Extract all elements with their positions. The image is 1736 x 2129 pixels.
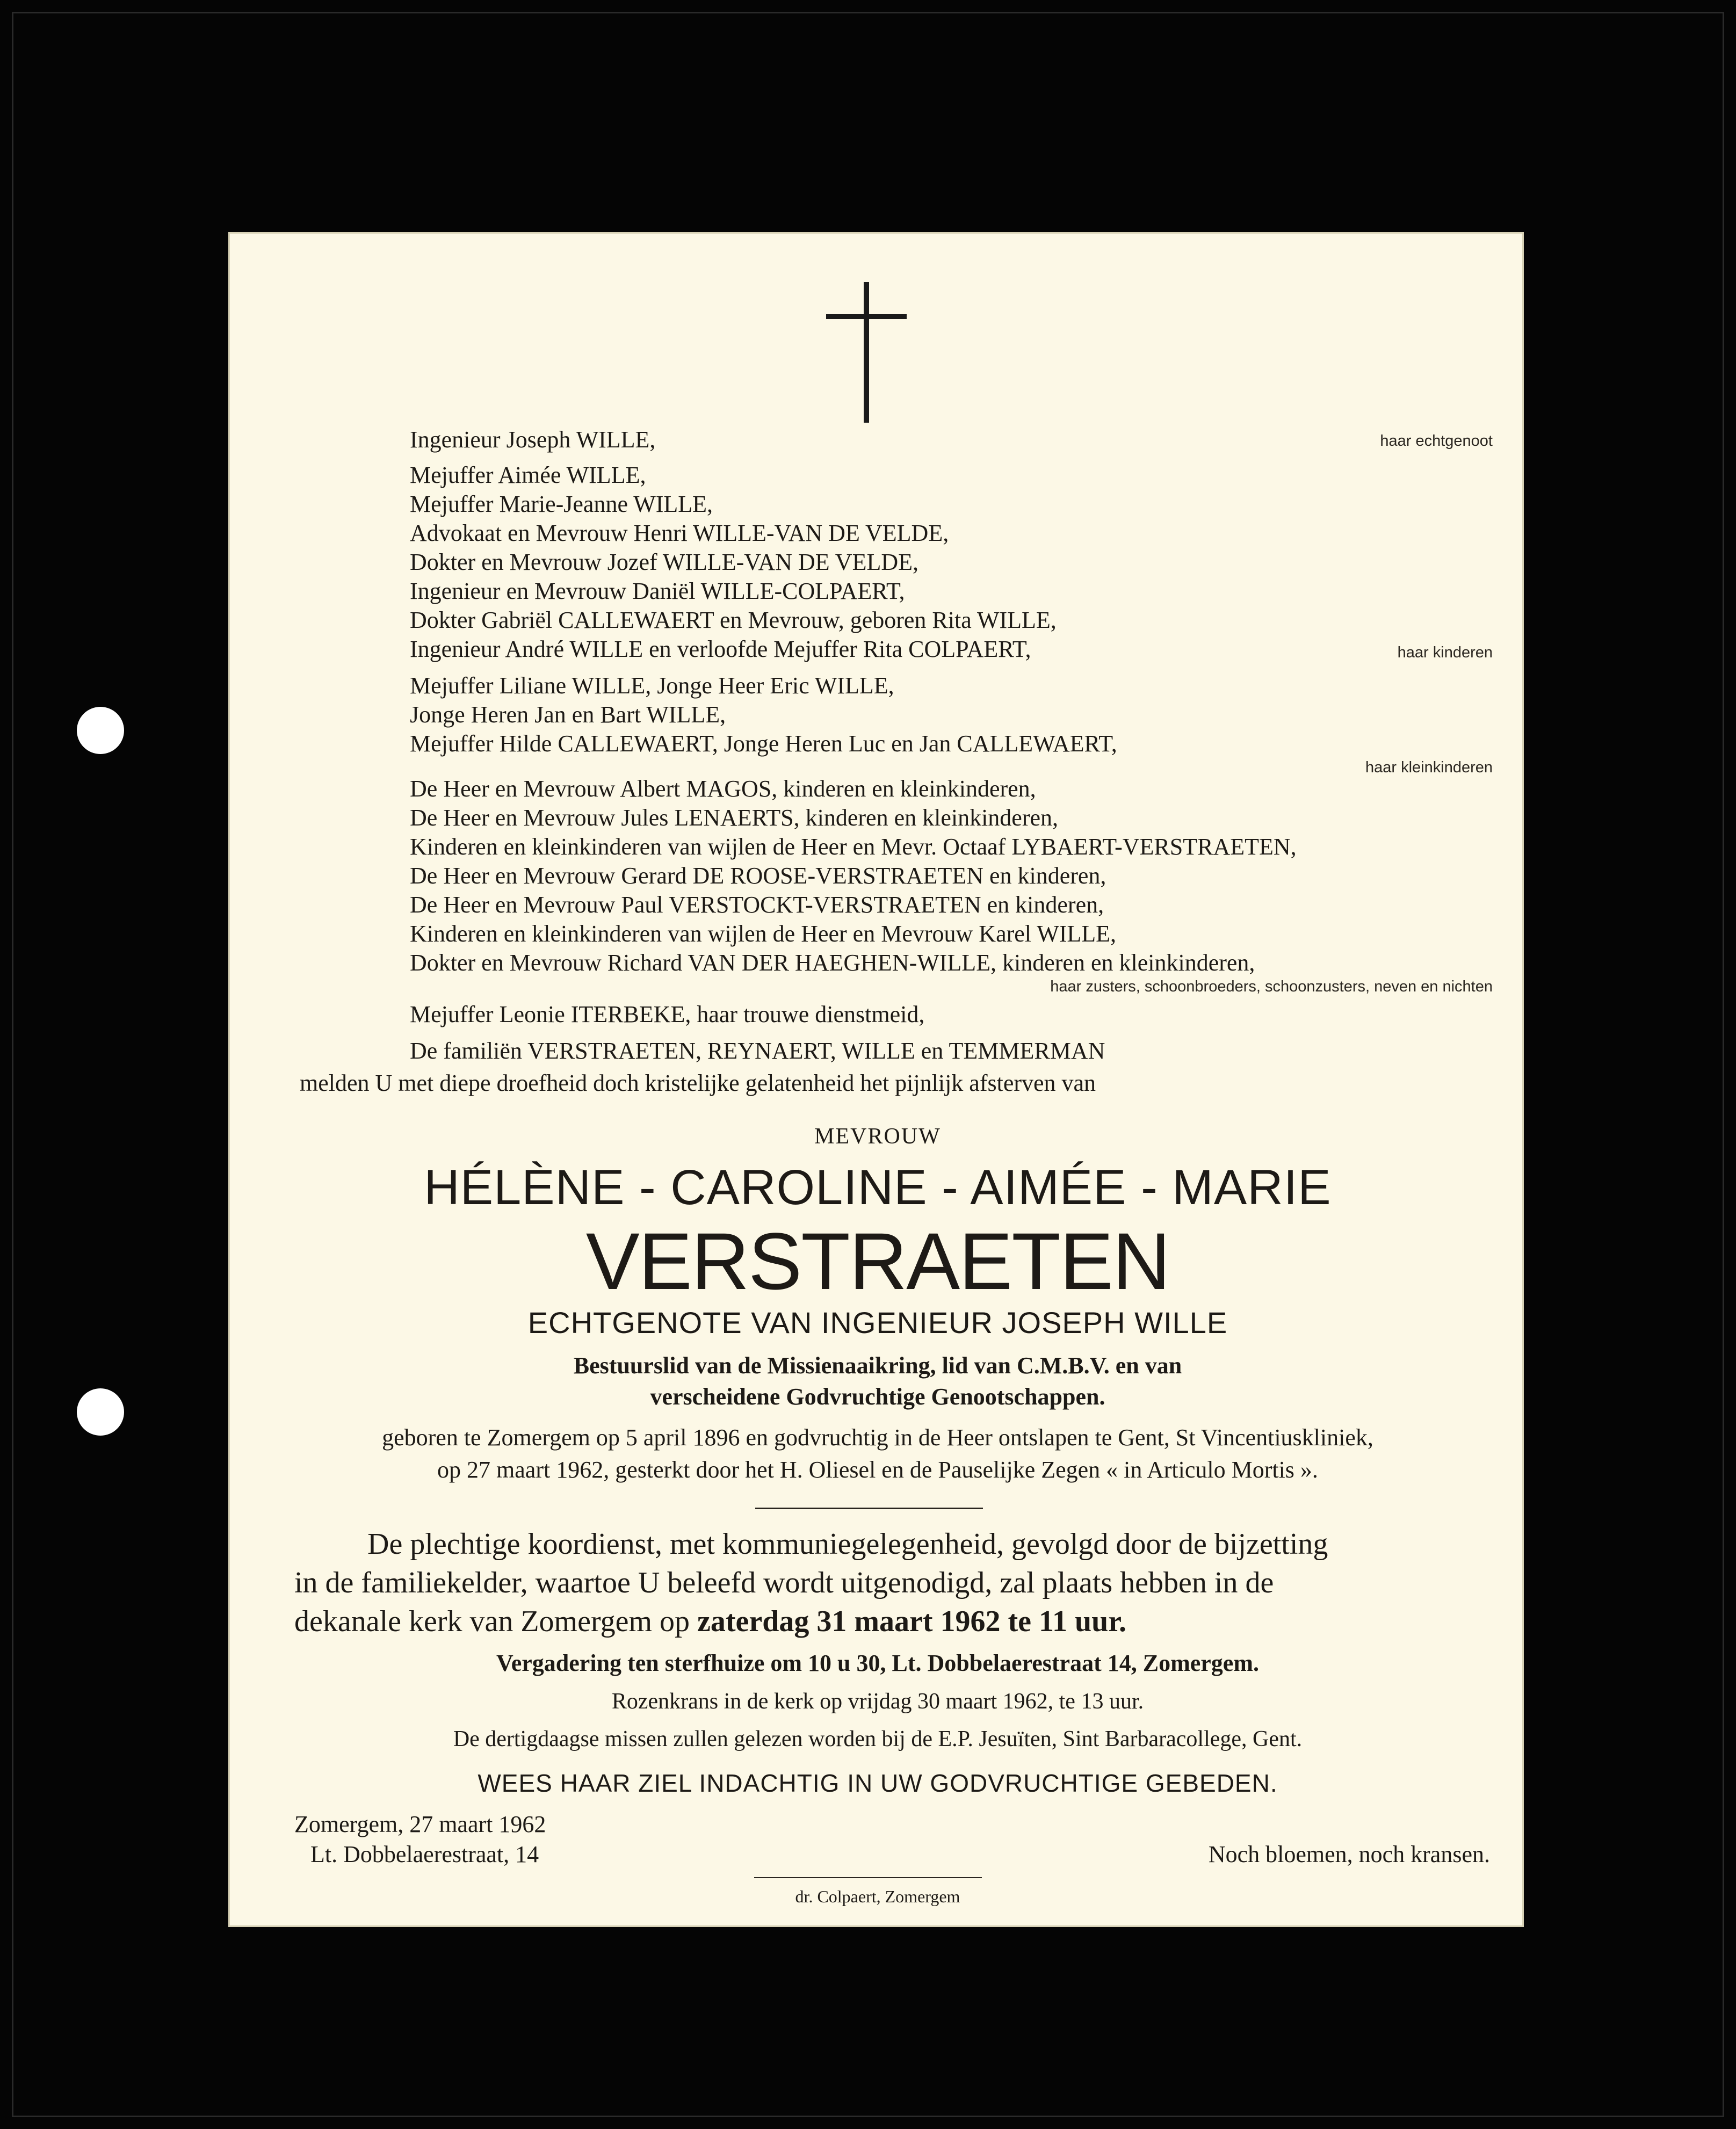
relatives-relation: haar zusters, schoonbroeders, schoonzusters, neven en nichten	[1050, 978, 1493, 995]
rosary-line: Rozenkrans in de kerk op vrijdag 30 maart 1962, te 13 uur.	[611, 1689, 1144, 1714]
children-relation: haar kinderen	[1397, 644, 1493, 661]
surname: VERSTRAETEN	[585, 1216, 1170, 1306]
announcement: melden U met diepe droefheid doch kristelijke gelatenheid het pijnlijk afsterven van	[300, 1070, 1096, 1096]
relative-line: Dokter en Mevrouw Richard VAN DER HAEGHEN-WILLE, kinderen en kleinkinderen,	[410, 950, 1255, 976]
spouse-relation: haar echtgenoot	[1380, 432, 1493, 450]
service-church: dekanale kerk van Zomergem op	[294, 1605, 690, 1638]
service-date: zaterdag 31 maart 1962 te 11 uur.	[697, 1605, 1126, 1638]
honorific: MEVROUW	[814, 1124, 941, 1149]
role-line: verscheidene Godvruchtige Genootschappen.	[650, 1384, 1105, 1410]
meeting-line: Vergadering ten sterfhuize om 10 u 30, Lt. Dobbelaerestraat 14, Zomergem.	[496, 1650, 1259, 1676]
grandchildren-relation: haar kleinkinderen	[1365, 759, 1493, 776]
child-line: Dokter en Mevrouw Jozef WILLE-VAN DE VELDE,	[410, 549, 918, 575]
child-line: Ingenieur André WILLE en verloofde Mejuffer Rita COLPAERT,	[410, 636, 1031, 662]
obituary-card	[228, 232, 1524, 1927]
child-line: Ingenieur en Mevrouw Daniël WILLE-COLPAERT,	[410, 578, 905, 604]
printer-divider	[754, 1877, 982, 1878]
prayer-line: WEES HAAR ZIEL INDACHTIG IN UW GODVRUCHTIGE GEBEDEN.	[478, 1769, 1278, 1797]
service-paragraph: De plechtige koordienst, met kommuniegelegenheid, gevolgd door de bijzetting	[367, 1527, 1328, 1561]
role-line: Bestuurslid van de Missienaaikring, lid van C.M.B.V. en van	[573, 1352, 1182, 1379]
families-line: De familiën VERSTRAETEN, REYNAERT, WILLE en TEMMERMAN	[410, 1038, 1105, 1064]
printer-credit: dr. Colpaert, Zomergem	[795, 1887, 960, 1906]
relative-line: De Heer en Mevrouw Jules LENAERTS, kinderen en kleinkinderen,	[410, 805, 1059, 831]
masses-line: De dertigdaagse missen zullen gelezen worden bij de E.P. Jesuïten, Sint Barbaracollege, Gent.	[453, 1727, 1303, 1751]
maid-line: Mejuffer Leonie ITERBEKE, haar trouwe dienstmeid,	[410, 1001, 925, 1027]
relative-line: De Heer en Mevrouw Paul VERSTOCKT-VERSTRAETEN en kinderen,	[410, 892, 1104, 918]
child-line: Mejuffer Marie-Jeanne WILLE,	[410, 491, 713, 517]
spouse-title: ECHTGENOTE VAN INGENIEUR JOSEPH WILLE	[527, 1306, 1228, 1339]
punch-hole-top	[77, 707, 124, 754]
address: Lt. Dobbelaerestraat, 14	[310, 1841, 539, 1867]
life-line: geboren te Zomergem op 5 april 1896 en godvruchtig in de Heer ontslapen te Gent, St Vincentiuskliniek,	[382, 1424, 1373, 1451]
child-line: Advokaat en Mevrouw Henri WILLE-VAN DE VELDE,	[410, 520, 949, 546]
service-paragraph: in de familiekelder, waartoe U beleefd wordt uitgenodigd, zal plaats hebben in de	[294, 1566, 1274, 1599]
grandchild-line: Mejuffer Hilde CALLEWAERT, Jonge Heren Luc en Jan CALLEWAERT,	[410, 730, 1117, 757]
grandchild-line: Jonge Heren Jan en Bart WILLE,	[410, 701, 726, 728]
spouse-line: Ingenieur Joseph WILLE,	[410, 426, 656, 453]
place-date: Zomergem, 27 maart 1962	[294, 1811, 546, 1837]
relative-line: De Heer en Mevrouw Albert MAGOS, kinderen en kleinkinderen,	[410, 776, 1036, 802]
life-line: op 27 maart 1962, gesterkt door het H. Oliesel en de Pauselijke Zegen « in Articulo Mortis ».	[437, 1457, 1318, 1483]
relative-line: Kinderen en kleinkinderen van wijlen de Heer en Mevrouw Karel WILLE,	[410, 921, 1117, 947]
child-line: Dokter Gabriël CALLEWAERT en Mevrouw, geboren Rita WILLE,	[410, 607, 1057, 633]
given-names: HÉLÈNE - CAROLINE - AIMÉE - MARIE	[424, 1160, 1332, 1215]
grandchild-line: Mejuffer Liliane WILLE, Jonge Heer Eric WILLE,	[410, 672, 894, 699]
service-paragraph	[294, 1606, 1126, 1636]
relative-line: De Heer en Mevrouw Gerard DE ROOSE-VERSTRAETEN en kinderen,	[410, 863, 1106, 889]
punch-hole-bottom	[77, 1388, 124, 1436]
divider	[755, 1508, 983, 1509]
relative-line: Kinderen en kleinkinderen van wijlen de Heer en Mevr. Octaaf LYBAERT-VERSTRAETEN,	[410, 834, 1297, 860]
no-flowers-note: Noch bloemen, noch kransen.	[1208, 1841, 1490, 1867]
child-line: Mejuffer Aimée WILLE,	[410, 462, 646, 488]
